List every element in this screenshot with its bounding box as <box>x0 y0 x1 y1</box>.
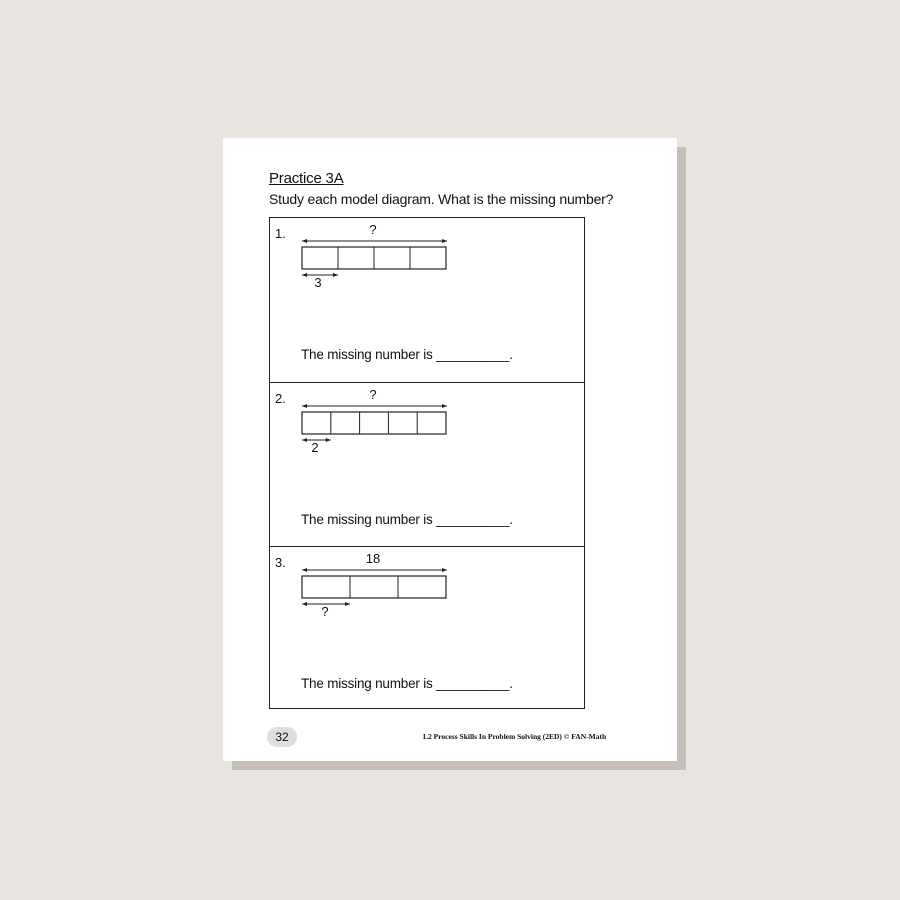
problem-row <box>270 382 584 546</box>
problem-number: 2. <box>275 391 286 406</box>
total-label: 18 <box>365 551 381 566</box>
model-bar <box>302 576 446 598</box>
unit-label: 3 <box>314 275 322 290</box>
total-label: ? <box>369 387 377 402</box>
unit-label: 2 <box>311 440 319 455</box>
instruction-text: Study each model diagram. What is the missing number? <box>269 191 614 207</box>
answer-line: The missing number is __________. <box>301 676 513 691</box>
arrow-head-right <box>345 602 350 606</box>
arrow-head-left <box>302 273 307 277</box>
problem-number: 3. <box>275 555 286 570</box>
arrow-head-left <box>302 568 307 572</box>
arrow-head-left <box>302 602 307 606</box>
page-number: 32 <box>267 727 297 747</box>
problem-number: 1. <box>275 226 286 241</box>
model-bar <box>302 412 446 434</box>
arrow-head-right <box>326 438 331 442</box>
total-label: ? <box>369 222 377 237</box>
arrow-head-right <box>333 273 338 277</box>
answer-line: The missing number is __________. <box>301 512 513 527</box>
answer-line: The missing number is __________. <box>301 347 513 362</box>
page-title: Practice 3A <box>269 170 344 187</box>
problem-row <box>270 546 584 710</box>
arrow-head-right <box>442 239 447 243</box>
arrow-head-right <box>442 404 447 408</box>
unit-label: ? <box>321 604 329 619</box>
problem-row <box>270 218 584 382</box>
arrow-head-left <box>302 239 307 243</box>
arrow-head-left <box>302 404 307 408</box>
problems-table <box>269 217 585 709</box>
arrow-head-right <box>442 568 447 572</box>
footer-text: L2 Process Skills In Problem Solving (2ED) © FAN-Math <box>423 732 607 741</box>
worksheet-page <box>223 138 677 761</box>
